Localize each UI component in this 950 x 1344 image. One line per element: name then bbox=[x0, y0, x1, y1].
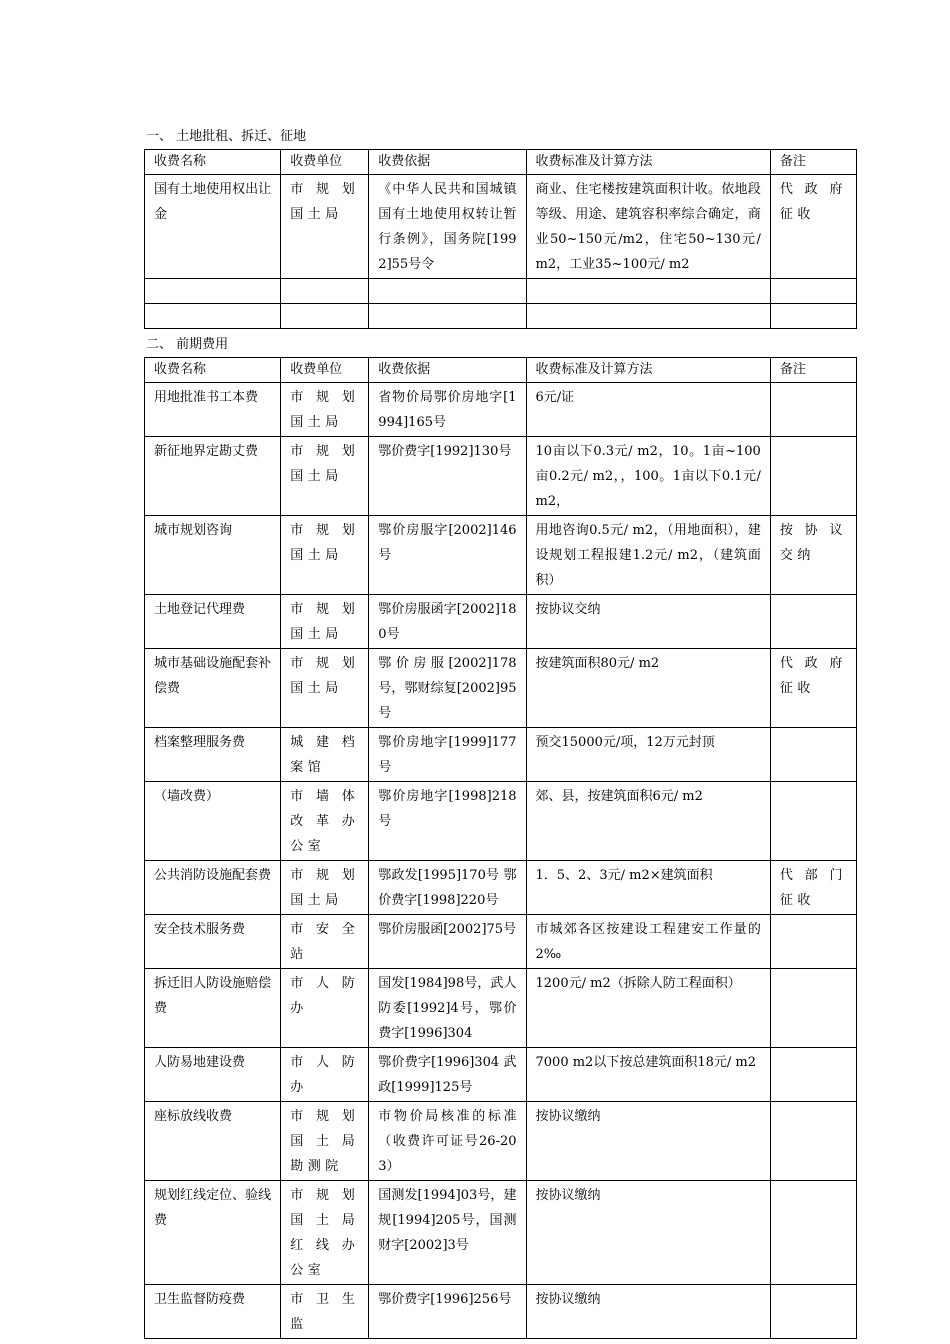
table-row bbox=[145, 1102, 857, 1181]
fee-standard: 预交15000元/项，12万元封顶 bbox=[526, 728, 770, 782]
fee-name: 城市基础设施配套补偿费 bbox=[145, 649, 281, 728]
fee-remark bbox=[770, 782, 856, 861]
fee-remark bbox=[770, 915, 856, 969]
fee-basis: 市物价局核准的标准（收费许可证号26-203） bbox=[369, 1102, 526, 1181]
header-fee-unit: 收费单位 bbox=[281, 150, 369, 175]
fee-remark bbox=[770, 1285, 856, 1339]
fee-name: 人防易地建设费 bbox=[145, 1048, 281, 1102]
header-fee-standard: 收费标准及计算方法 bbox=[526, 358, 770, 383]
fee-standard: 7000 m2以下按总建筑面积18元/ m2 bbox=[526, 1048, 770, 1102]
fee-name: 公共消防设施配套费 bbox=[145, 861, 281, 915]
fee-remark bbox=[770, 1048, 856, 1102]
fee-unit: 市规划国土局 bbox=[281, 516, 369, 595]
fee-basis: 鄂价房服函[2002]75号 bbox=[369, 915, 526, 969]
empty-cell bbox=[145, 279, 281, 304]
fee-remark bbox=[770, 595, 856, 649]
header-fee-name: 收费名称 bbox=[145, 358, 281, 383]
fee-standard: 市城郊各区按建设工程建安工作量的2‰ bbox=[526, 915, 770, 969]
fee-remark: 代部门征收 bbox=[770, 861, 856, 915]
table-header-row bbox=[145, 358, 857, 383]
fee-basis: 鄂价费字[1996]256号 bbox=[369, 1285, 526, 1339]
fee-name: 新征地界定勘丈费 bbox=[145, 437, 281, 516]
fee-standard: 1200元/ m2（拆除人防工程面积） bbox=[526, 969, 770, 1048]
header-fee-basis: 收费依据 bbox=[369, 150, 526, 175]
fee-basis: 鄂价费字[1996]304 武政[1999]125号 bbox=[369, 1048, 526, 1102]
empty-cell bbox=[281, 304, 369, 329]
fee-remark bbox=[770, 728, 856, 782]
empty-cell bbox=[526, 279, 770, 304]
fee-remark bbox=[770, 1181, 856, 1285]
table-row bbox=[145, 782, 857, 861]
table-row bbox=[145, 1285, 857, 1339]
fee-unit: 市规划国土局 bbox=[281, 175, 369, 279]
table-row bbox=[145, 861, 857, 915]
fee-standard: 商业、住宅楼按建筑面积计收。依地段等级、用途、建筑容积率综合确定，商业50~150元/m2，住宅50~130元/ m2，工业35~100元/ m2 bbox=[526, 175, 770, 279]
fee-standard: 按协议缴纳 bbox=[526, 1102, 770, 1181]
fee-name: 安全技术服务费 bbox=[145, 915, 281, 969]
fee-name: 城市规划咨询 bbox=[145, 516, 281, 595]
header-fee-standard: 收费标准及计算方法 bbox=[526, 150, 770, 175]
fee-unit: 城建档案馆 bbox=[281, 728, 369, 782]
table-row bbox=[145, 175, 857, 279]
empty-cell bbox=[145, 304, 281, 329]
fee-name: 档案整理服务费 bbox=[145, 728, 281, 782]
fee-basis: 鄂价房地字[1998]218号 bbox=[369, 782, 526, 861]
fee-name: 土地登记代理费 bbox=[145, 595, 281, 649]
fee-unit: 市安全站 bbox=[281, 915, 369, 969]
fee-unit: 市规划国土局 bbox=[281, 595, 369, 649]
fee-basis: 省物价局鄂价房地字[1994]165号 bbox=[369, 383, 526, 437]
section-title-land: 一、 土地批租、拆迁、征地 bbox=[146, 129, 307, 144]
fee-basis: 鄂价房服[2002]178号，鄂财综复[2002]95号 bbox=[369, 649, 526, 728]
fee-remark: 代政府征收 bbox=[770, 649, 856, 728]
fee-unit: 市墙体改革办公室 bbox=[281, 782, 369, 861]
fee-standard: 按协议交纳 bbox=[526, 595, 770, 649]
table-row bbox=[145, 595, 857, 649]
section-title-preliminary: 二、 前期费用 bbox=[146, 337, 229, 352]
empty-cell bbox=[770, 304, 856, 329]
fee-basis: 鄂价房地字[1999]177号 bbox=[369, 728, 526, 782]
fee-basis: 鄂价房服字[2002]146号 bbox=[369, 516, 526, 595]
fee-standard: 6元/证 bbox=[526, 383, 770, 437]
fee-basis: 鄂政发[1995]170号 鄂价费字[1998]220号 bbox=[369, 861, 526, 915]
empty-cell bbox=[369, 304, 526, 329]
table-row bbox=[145, 1048, 857, 1102]
fee-basis: 国测发[1994]03号，建规[1994]205号，国测财字[2002]3号 bbox=[369, 1181, 526, 1285]
fee-unit: 市人防办 bbox=[281, 969, 369, 1048]
fee-unit: 市规划国土局勘测院 bbox=[281, 1102, 369, 1181]
fee-table-land bbox=[144, 149, 857, 329]
document-page bbox=[144, 125, 857, 1339]
fee-unit: 市规划国土局 bbox=[281, 383, 369, 437]
empty-cell bbox=[770, 279, 856, 304]
table-header-row bbox=[145, 150, 857, 175]
fee-standard: 按协议缴纳 bbox=[526, 1285, 770, 1339]
fee-table-preliminary bbox=[144, 357, 857, 1339]
table-row bbox=[145, 383, 857, 437]
table-row bbox=[145, 516, 857, 595]
fee-basis: 鄂价房服函字[2002]180号 bbox=[369, 595, 526, 649]
fee-unit: 市规划国土局 bbox=[281, 437, 369, 516]
empty-cell bbox=[526, 304, 770, 329]
header-fee-name: 收费名称 bbox=[145, 150, 281, 175]
fee-unit: 市卫生监 bbox=[281, 1285, 369, 1339]
fee-remark bbox=[770, 1102, 856, 1181]
table-row-empty bbox=[145, 304, 857, 329]
header-remark: 备注 bbox=[770, 358, 856, 383]
fee-standard: 郊、县，按建筑面积6元/ m2 bbox=[526, 782, 770, 861]
fee-name: 座标放线收费 bbox=[145, 1102, 281, 1181]
fee-name: 国有土地使用权出让金 bbox=[145, 175, 281, 279]
fee-standard: 按建筑面积80元/ m2 bbox=[526, 649, 770, 728]
fee-remark: 按协议交纳 bbox=[770, 516, 856, 595]
fee-name: （墙改费） bbox=[145, 782, 281, 861]
fee-unit: 市规划国土局红线办公室 bbox=[281, 1181, 369, 1285]
table-row bbox=[145, 1181, 857, 1285]
fee-remark bbox=[770, 969, 856, 1048]
fee-unit: 市人防办 bbox=[281, 1048, 369, 1102]
table-row bbox=[145, 915, 857, 969]
fee-basis: 《中华人民共和国城镇国有土地使用权转让暂行条例》，国务院[1992]55号令 bbox=[369, 175, 526, 279]
fee-standard: 1．5、2、3元/ m2×建筑面积 bbox=[526, 861, 770, 915]
table-row bbox=[145, 437, 857, 516]
header-remark: 备注 bbox=[770, 150, 856, 175]
fee-remark bbox=[770, 383, 856, 437]
header-fee-basis: 收费依据 bbox=[369, 358, 526, 383]
fee-remark: 代政府征收 bbox=[770, 175, 856, 279]
table-row bbox=[145, 969, 857, 1048]
fee-unit: 市规划国土局 bbox=[281, 649, 369, 728]
fee-remark bbox=[770, 437, 856, 516]
table-row bbox=[145, 649, 857, 728]
table-row bbox=[145, 728, 857, 782]
fee-standard: 10亩以下0.3元/ m2，10。1亩~100亩0.2元/ m2，，100。1亩以下0.1元/ m2， bbox=[526, 437, 770, 516]
fee-name: 用地批准书工本费 bbox=[145, 383, 281, 437]
fee-basis: 鄂价费字[1992]130号 bbox=[369, 437, 526, 516]
fee-name: 卫生监督防疫费 bbox=[145, 1285, 281, 1339]
fee-name: 规划红线定位、验线费 bbox=[145, 1181, 281, 1285]
fee-unit: 市规划国土局 bbox=[281, 861, 369, 915]
empty-cell bbox=[369, 279, 526, 304]
fee-name: 拆迁旧人防设施赔偿费 bbox=[145, 969, 281, 1048]
fee-basis: 国发[1984]98号，武人防委[1992]4号，鄂价费字[1996]304 bbox=[369, 969, 526, 1048]
fee-standard: 按协议缴纳 bbox=[526, 1181, 770, 1285]
empty-cell bbox=[281, 279, 369, 304]
header-fee-unit: 收费单位 bbox=[281, 358, 369, 383]
table-row-empty bbox=[145, 279, 857, 304]
fee-standard: 用地咨询0.5元/ m2，（用地面积），建设规划工程报建1.2元/ m2，（建筑面积） bbox=[526, 516, 770, 595]
